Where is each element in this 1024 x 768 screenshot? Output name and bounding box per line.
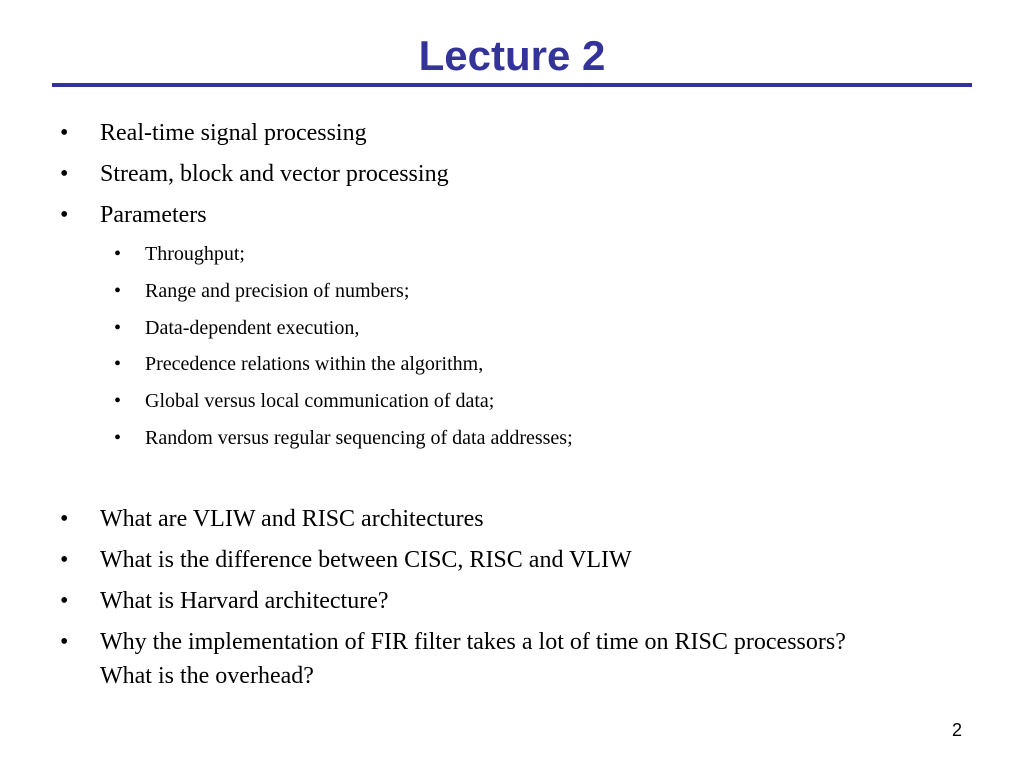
bullet-icon: • (114, 427, 122, 449)
bullet-icon: • (60, 506, 69, 532)
bullet-icon: • (114, 317, 122, 339)
bullet-icon: • (114, 390, 122, 412)
bullet-text: What is Harvard architecture? (100, 588, 389, 614)
bullet-icon: • (60, 588, 69, 614)
bullet-text: Real-time signal processing (100, 120, 367, 146)
bullet-icon: • (60, 161, 69, 187)
bullet-icon: • (114, 280, 122, 302)
bullet-icon: • (114, 353, 122, 375)
bullet-icon: • (60, 120, 69, 146)
sub-bullet-text: Global versus local communication of data; (145, 390, 495, 412)
page-number: 2 (951, 720, 962, 740)
bullet-text: What are VLIW and RISC architectures (100, 506, 484, 532)
bullet-text: Stream, block and vector processing (100, 161, 449, 187)
slide-title: Lecture 2 (418, 32, 606, 79)
bullet-icon: • (60, 629, 69, 655)
sub-bullet-text: Precedence relations within the algorithm, (145, 353, 484, 375)
bullet-text: Parameters (100, 202, 207, 228)
bullet-icon: • (60, 547, 69, 573)
bullet-text: Why the implementation of FIR filter takes a lot of time on RISC processors? What is the overhead? (100, 629, 846, 689)
bullet-text: What is the difference between CISC, RISC and VLIW (100, 547, 632, 573)
bullet-icon: • (114, 243, 122, 265)
sub-bullet-text: Throughput; (145, 243, 245, 265)
sub-bullet-text: Data-dependent execution, (145, 317, 360, 339)
sub-bullet-text: Range and precision of numbers; (145, 280, 410, 302)
sub-bullet-text: Random versus regular sequencing of data addresses; (145, 427, 573, 449)
bullet-icon: • (60, 202, 69, 228)
